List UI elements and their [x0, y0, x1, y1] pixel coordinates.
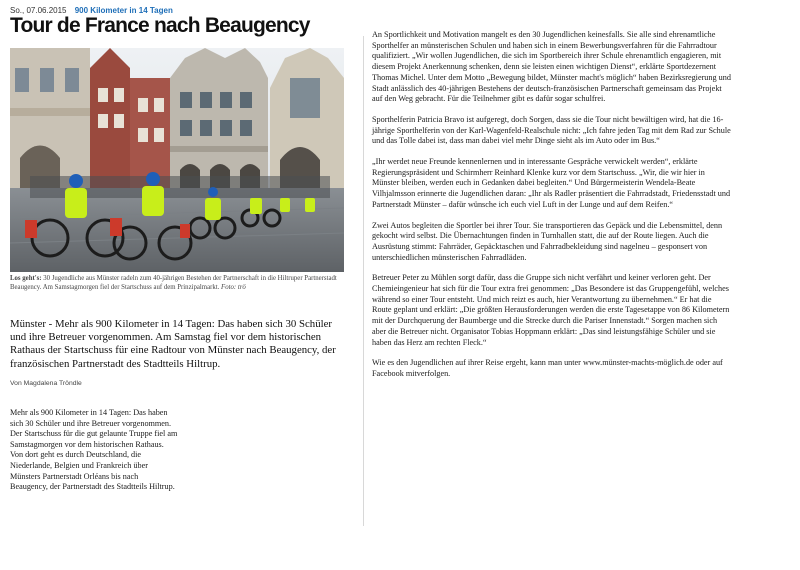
paragraph: Betreuer Peter zu Mühlen sorgt dafür, dass die Gruppe sich nicht verfährt und keiner verloren geht. Der Chemieingenieur hat sich für die Tour extra frei genommen: „Das Besondere ist das Gruppengefühl, welches während so einer Tour entsteht. Und mich reizt es auch, hier Verantwortung zu übernehmen.“ Er hat die Route geplant und erklärt: „Die größten Herausforderungen werden die erste Tagesetappe von 86 Kilometern mit der Durchquerung der Baumberge und die Strecke durch die Pariser Innenstadt.“ Sorgen machen sich aber die Betreuer nicht. Organisator Tobias Hoppmann erklärt: „Das sind leistungsfähige Schüler und sie haben das Herz am rechten Fleck.“ [372, 273, 730, 347]
article-headline: Tour de France nach Beaugency [10, 14, 310, 37]
left-body-text: Mehr als 900 Kilometer in 14 Tagen: Das haben sich 30 Schüler und ihre Betreuer vorgenommen. Der Startschuss für die gut gelaunte Truppe fiel am Samstagmorgen vor dem historischen Rathaus. Von dort geht es durch Deutschland, die Niederlande, Belgien und Frankreich über Münsters Partnerstadt Orléans bis nach Beaugency, der Partnerstadt des Stadtteils Hiltrup. [10, 408, 178, 492]
caption-lead: Los geht's: [10, 275, 42, 282]
article-intro: Münster - Mehr als 900 Kilometer in 14 Tagen: Das haben sich 30 Schüler und ihre Betreuer vorgenommen. Am Samstag fiel vor dem historischen Rathaus der Startschuss für eine Radtour von Münster nach Beaugency, der französischen Partnerstadt des Stadtteils Hiltrup. [10, 318, 336, 370]
article-byline: Von Magdalena Tröndle [10, 380, 82, 387]
article-photo [10, 48, 344, 272]
article-date: So., 07.06.2015 [10, 6, 67, 15]
caption-text: 30 Jugendliche aus Münster radeln zum 40-jährigen Bestehen der Partnerschaft in die Hiltruper Partnerstadt Beaugency. Am Samstagmorgen fiel der Startschuss auf dem Prinzipalmarkt. [10, 275, 337, 291]
paragraph: Sporthelferin Patricia Bravo ist aufgeregt, doch Sorgen, dass sie die Tour nicht bewältigen wird, hat die 16-jährige Sporthelferin von der Karl-Wagenfeld-Realschule nicht: „Ich fahre jeden Tag mit dem Rad zur Schule und das Tolle dabei ist, dass man dabei viel mehr Dinge sieht als im Auto oder im Bus.“ [372, 114, 731, 146]
paragraph: An Sportlichkeit und Motivation mangelt es den 30 Jugendlichen keinesfalls. Sie alle sind ehrenamtliche Sporthelfer an münsterischen Schulen und haben sich in einem Bewerbungsverfahren für die Fahrradtour qualifiziert. „Wir wollen Jugendlichen, die sich im Sportbereich ihrer Schule ehrenamtlich engagieren, mit diesem Projekt Anerkennung schenken, denn sie leisten einen wichtigen Dienst“, erklärte Sportdezernent Thomas Michel. Unter dem Motto „Bewegung bildet, Münster macht's möglich“ haben Bezirksregierung und Stadt anlässlich des 40-jährigen Bestehens der deutsch-französischen Partnerschaft gemeinsam das Projekt auf den Weg gebracht. Für die Teilnehmer gibt es dafür sogar schulfrei. [372, 30, 731, 104]
photo-cyclists-in-town-square-icon [10, 48, 344, 272]
paragraph: „Ihr werdet neue Freunde kennenlernen und in interessante Gespräche verwickelt werden“, erklärte Regierungspräsident und Schirmherr Reinhard Klenke kurz vor dem Startschuss. „Wir, die wir hier in Münster bleiben, werden euch in Gedanken dabei begleiten.“ Und Bürgermeisterin Wendela-Beate Vilhjalmsson erinnerte die Jugendlichen daran: „Ihr als Radler präsentiert die Fahrradstadt, Friedensstadt und Partnerstadt Münster – dafür wünsche ich euch viel Luft in der Lunge und auf dem Reifen.“ [372, 157, 731, 209]
right-page [372, 30, 732, 560]
paragraph: Wie es den Jugendlichen auf ihrer Reise ergeht, kann man unter www.münster-machts-möglich.de oder auf Facebook mitverfolgen. [372, 358, 723, 378]
paragraph: Zwei Autos begleiten die Sportler bei ihrer Tour. Sie transportieren das Gepäck und die Lebensmittel, denn gekocht wird selbst. Die Übernachtungen finden in Turnhallen statt, die auf der Route liegen. Auch die Ausrüstung stimmt: Fahrräder, Gepäcktaschen und Fahrradbekleidung sind nagelneu – gesponsert von unterschiedlichen münsterischen Fahrradläden. [372, 220, 723, 262]
left-page [0, 0, 355, 570]
page-divider [363, 36, 364, 526]
caption-credit: Foto: trö [221, 283, 246, 291]
article-kicker: 900 Kilometer in 14 Tagen [74, 6, 173, 15]
photo-caption [10, 275, 350, 292]
